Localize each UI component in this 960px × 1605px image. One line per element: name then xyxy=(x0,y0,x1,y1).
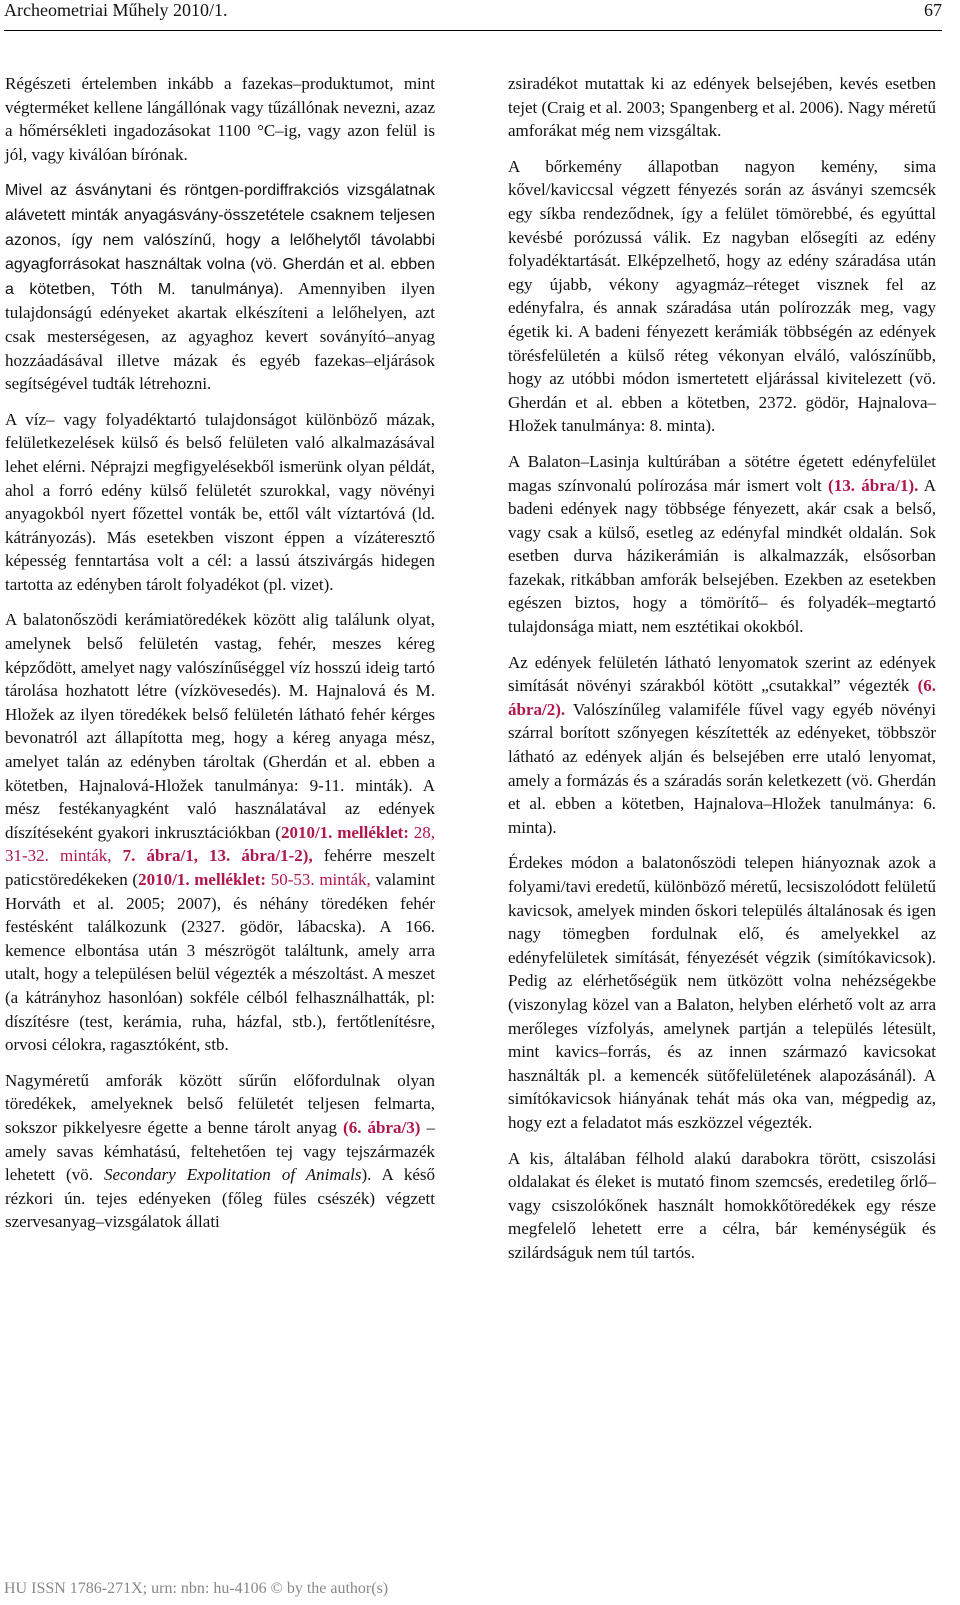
paragraph xyxy=(5,1069,435,1234)
figure-reference[interactable]: 2010/1. melléklet: xyxy=(280,822,409,842)
figure-reference[interactable]: (13. ábra/1). xyxy=(828,475,919,495)
paragraph-text: A balatonőszödi kerámiatöredékek között alig találunk olyat, amelynek belső felületén vastag, fehér, meszes kéreg képződött, amelyet nagy valószínűséggel víz hosszú ideig tartó tárolása hozhatott létre (vízkövesedés). M. Hajnalová és M. Hložek az ilyen töredékek belső felületén látható fehér kérges bevonatról azt állapította meg, hogy a kéreg anyaga mész, amelyet talán az edényben tároltak (Gherdán et al. ebben a kötetben, Hajnalová-Hložek tanulmánya: 9-11. minták). A mész festékanyagként való használatával az edények díszítéseként gyakori inkrusztációkban ( xyxy=(5,610,435,842)
left-column xyxy=(5,72,435,1246)
paragraph-text: Amennyiben ilyen tulajdonságú edényeket akartak elkészíteni a lelőhelyen, azt csak mesterségesen, az agyaghoz kevert soványító–anyag hozzáadásával illetve mázak és egyéb fazekas–eljárások segítségével tudták létrehozni. xyxy=(5,278,436,394)
paragraph-text: fehérre meszelt paticstöredékeken ( xyxy=(5,846,435,889)
page-number: 67 xyxy=(924,0,942,20)
paragraph-text: – amely savas kémhatású, feltehetően tej vagy tejszármazék lehetett (vö. xyxy=(5,1117,436,1185)
running-header xyxy=(4,0,942,31)
paragraph xyxy=(508,651,936,840)
paragraph: zsiradékot mutattak ki az edények belsejében, kevés esetben tejet (Craig et al. 2003; Spangenberg et al. 2006). Nagy méretű amforákat még nem vizsgáltak. xyxy=(508,74,936,141)
italic-title: Secondary Expolitation of Animals xyxy=(103,1165,362,1185)
paragraph-text: A Balaton–Lasinja kultúrában a sötétre égetett edényfelület magas színvonalú polírozása már ismert volt xyxy=(508,451,936,495)
figure-reference[interactable]: (6. ábra/3) xyxy=(343,1117,421,1137)
paragraph: Régészeti értelemben inkább a fazekas–produktumot, mint végterméket kellene lángállónak vagy tűzállónak nevezni, azaz a hőmérsékleti ingadozásokat 1100 °C–ig, vagy azon felül is jól, vagy kiválóan bírónak. xyxy=(5,74,435,164)
paragraph-text: Mivel az ásványtani és röntgen-pordiffrakciós vizsgálatnak alávetett minták anyagásvány-összetétele csaknem teljesen azonos, így nem valószínű, hogy a lelőhelytől távolabbi agyagforrásokat használtak volna (vö. Gherdán et al. ebben a kötetben, Tóth M. tanulmánya). xyxy=(5,182,435,298)
paragraph-text: Valószínűleg valamiféle fűvel vagy egyéb növényi szárral borított szőnyegen készítették az edényeket, többször látható az edények alján és belsejében erre utaló lenyomat, amely a formázás és a száradás során keletkezett (vö. Gherdán et al. ebben a kötetben, Hajnalova–Hložek tanulmánya: 6. minta). xyxy=(508,699,936,837)
figure-reference[interactable]: 2010/1. melléklet: xyxy=(138,870,267,889)
paragraph: A bőrkemény állapotban nagyon kemény, sima kővel/kaviccsal végzett fényezés során az ásványi szemcsék egy síkba rendeződnek, így a felület tömörebbé, és egyúttal kevésbé porózussá válik. Ez nagyban elősegíti az edény folyadéktartását. Elképzelhető, hogy az edény száradása után egy újabb, vékony agyagmáz–réteget visznek fel az edényfalra, és annak száradása után polírozzák meg, vagy égetik ki. A badeni fényezett kerámiák többségén az edények törésfelületén a külső réteg vékonyan elváló, valószínűbb, hogy az utóbbi módon ismertetett eljárással kivitelezett (vö. Gherdán et al. ebben a kötetben, 2372. gödör, Hajnalova–Hložek tanulmánya: 8. minta). xyxy=(508,156,936,436)
paragraph xyxy=(508,450,936,639)
paragraph xyxy=(5,608,435,1056)
paragraph-text: valamint Horváth et al. 2005; 2007), és néhány töredéken fehér festésként találkozunk (2327. gödör, lábacska). A 166. kemence elbontása után 3 mészrögöt találtunk, amely arra utalt, hogy a településen belül végezték a mészoltást. A meszet (a kátrányhoz hasonlóan) sokféle célból felhasználhatták, pl: díszítésre (test, kerámia, ruha, házfal, stb.), fertőtlenítésre, orvosi célokra, ragasztóként, stb. xyxy=(5,870,435,1055)
figure-reference[interactable]: 50-53. minták, xyxy=(266,870,371,889)
journal-title: Archeometriai Műhely 2010/1. xyxy=(4,0,228,20)
paragraph: A kis, általában félhold alakú darabokra törött, csiszolási oldalakat és éleket is mutató finom szemcsés, eredetileg őrlő– vagy csiszolókőnek használt homokkőtöredékek egy része megfelelő lehetett erre a célra, bár keménységük és szilárdságuk nem túl tartós. xyxy=(508,1148,936,1262)
figure-reference[interactable]: 28, 31-32. minták, xyxy=(5,822,436,866)
paragraph-text: A badeni edények nagy többsége fényezett, akár csak a belső, vagy csak a külső, esetleg az edényfal mindkét oldalán. Sok esetben durva házikerámián is alkalmazzák, elsősorban fazekak, ritkábban amforák belsejében. Ezekben az esetekben egészen biztos, hogy a tömörítő– és folyadék–megtartó tulajdonsága miatt, nem esztétikai okokból. xyxy=(508,475,937,637)
footer-issn: HU ISSN 1786-271X; urn: nbn: hu-4106 © by the author(s) xyxy=(4,1580,389,1597)
paragraph: Érdekes módon a balatonőszödi telepen hiányoznak azok a folyami/tavi eredetű, különböző méretű, lecsiszolódott felületű kavicsok, amelyek minden őskori település általánosak és igen nagy tömegben fordulnak elő, és amelyekkel az edényfelületek simítását, fényezését végzik (simítókavicsok). Pedig az elérhetőségük nem ütközött volna nehézségekbe (viszonylag közel van a Balaton, helyben elérhető volt az arra merőleges vízfolyás, amelynek partján a település létesült, mint kavics–forrás, és az innen származó kavicsokat használták pl. a kemencék sütőfelületének alapozásánál). A simítókavicsok hiányának tehát más oka van, mégpedig az, hogy ezt a feladatot más eszközzel végezték. xyxy=(508,853,936,1132)
paragraph-text: Az edények felületén látható lenyomatok szerint az edények simítását növényi szárakból kötött „csutakkal” végezték xyxy=(508,652,936,696)
paragraph xyxy=(5,178,435,395)
figure-reference[interactable]: 7. ábra/1, 13. ábra/1-2), xyxy=(122,846,313,866)
paragraph-text: ). A késő rézkori ún. tejes edényeken (főleg füles csészék) végzett szervesanyag–vizsgálatok állati xyxy=(5,1165,435,1232)
figure-reference[interactable]: (6. ábra/2). xyxy=(508,676,936,719)
paragraph: A víz– vagy folyadéktartó tulajdonságot különböző mázak, felületkezelések külső és belső felületen való alkalmazásával lehet elérni. Néprajzi megfigyelésekből ismerünk olyan példát, ahol a forró edény külső felületét szurokkal, vagy növényi anyagokból nyert főzettel vonták be, ettől vált víztartóvá (ld. kátrányozás). Más esetekben viszont éppen a vízáteresztő képesség fenntartása volt a cél: a lassú átszivárgás hidegen tartotta az edényben tárolt folyadékot (pl. vizet). xyxy=(5,409,435,594)
paragraph-text: Nagyméretű amforák között sűrűn előfordulnak olyan töredékek, amelyeknek belső felületét teljesen felmarta, sokszor pikkelyesre égette a benne tárolt anyag xyxy=(5,1070,435,1137)
right-column xyxy=(508,72,936,1277)
